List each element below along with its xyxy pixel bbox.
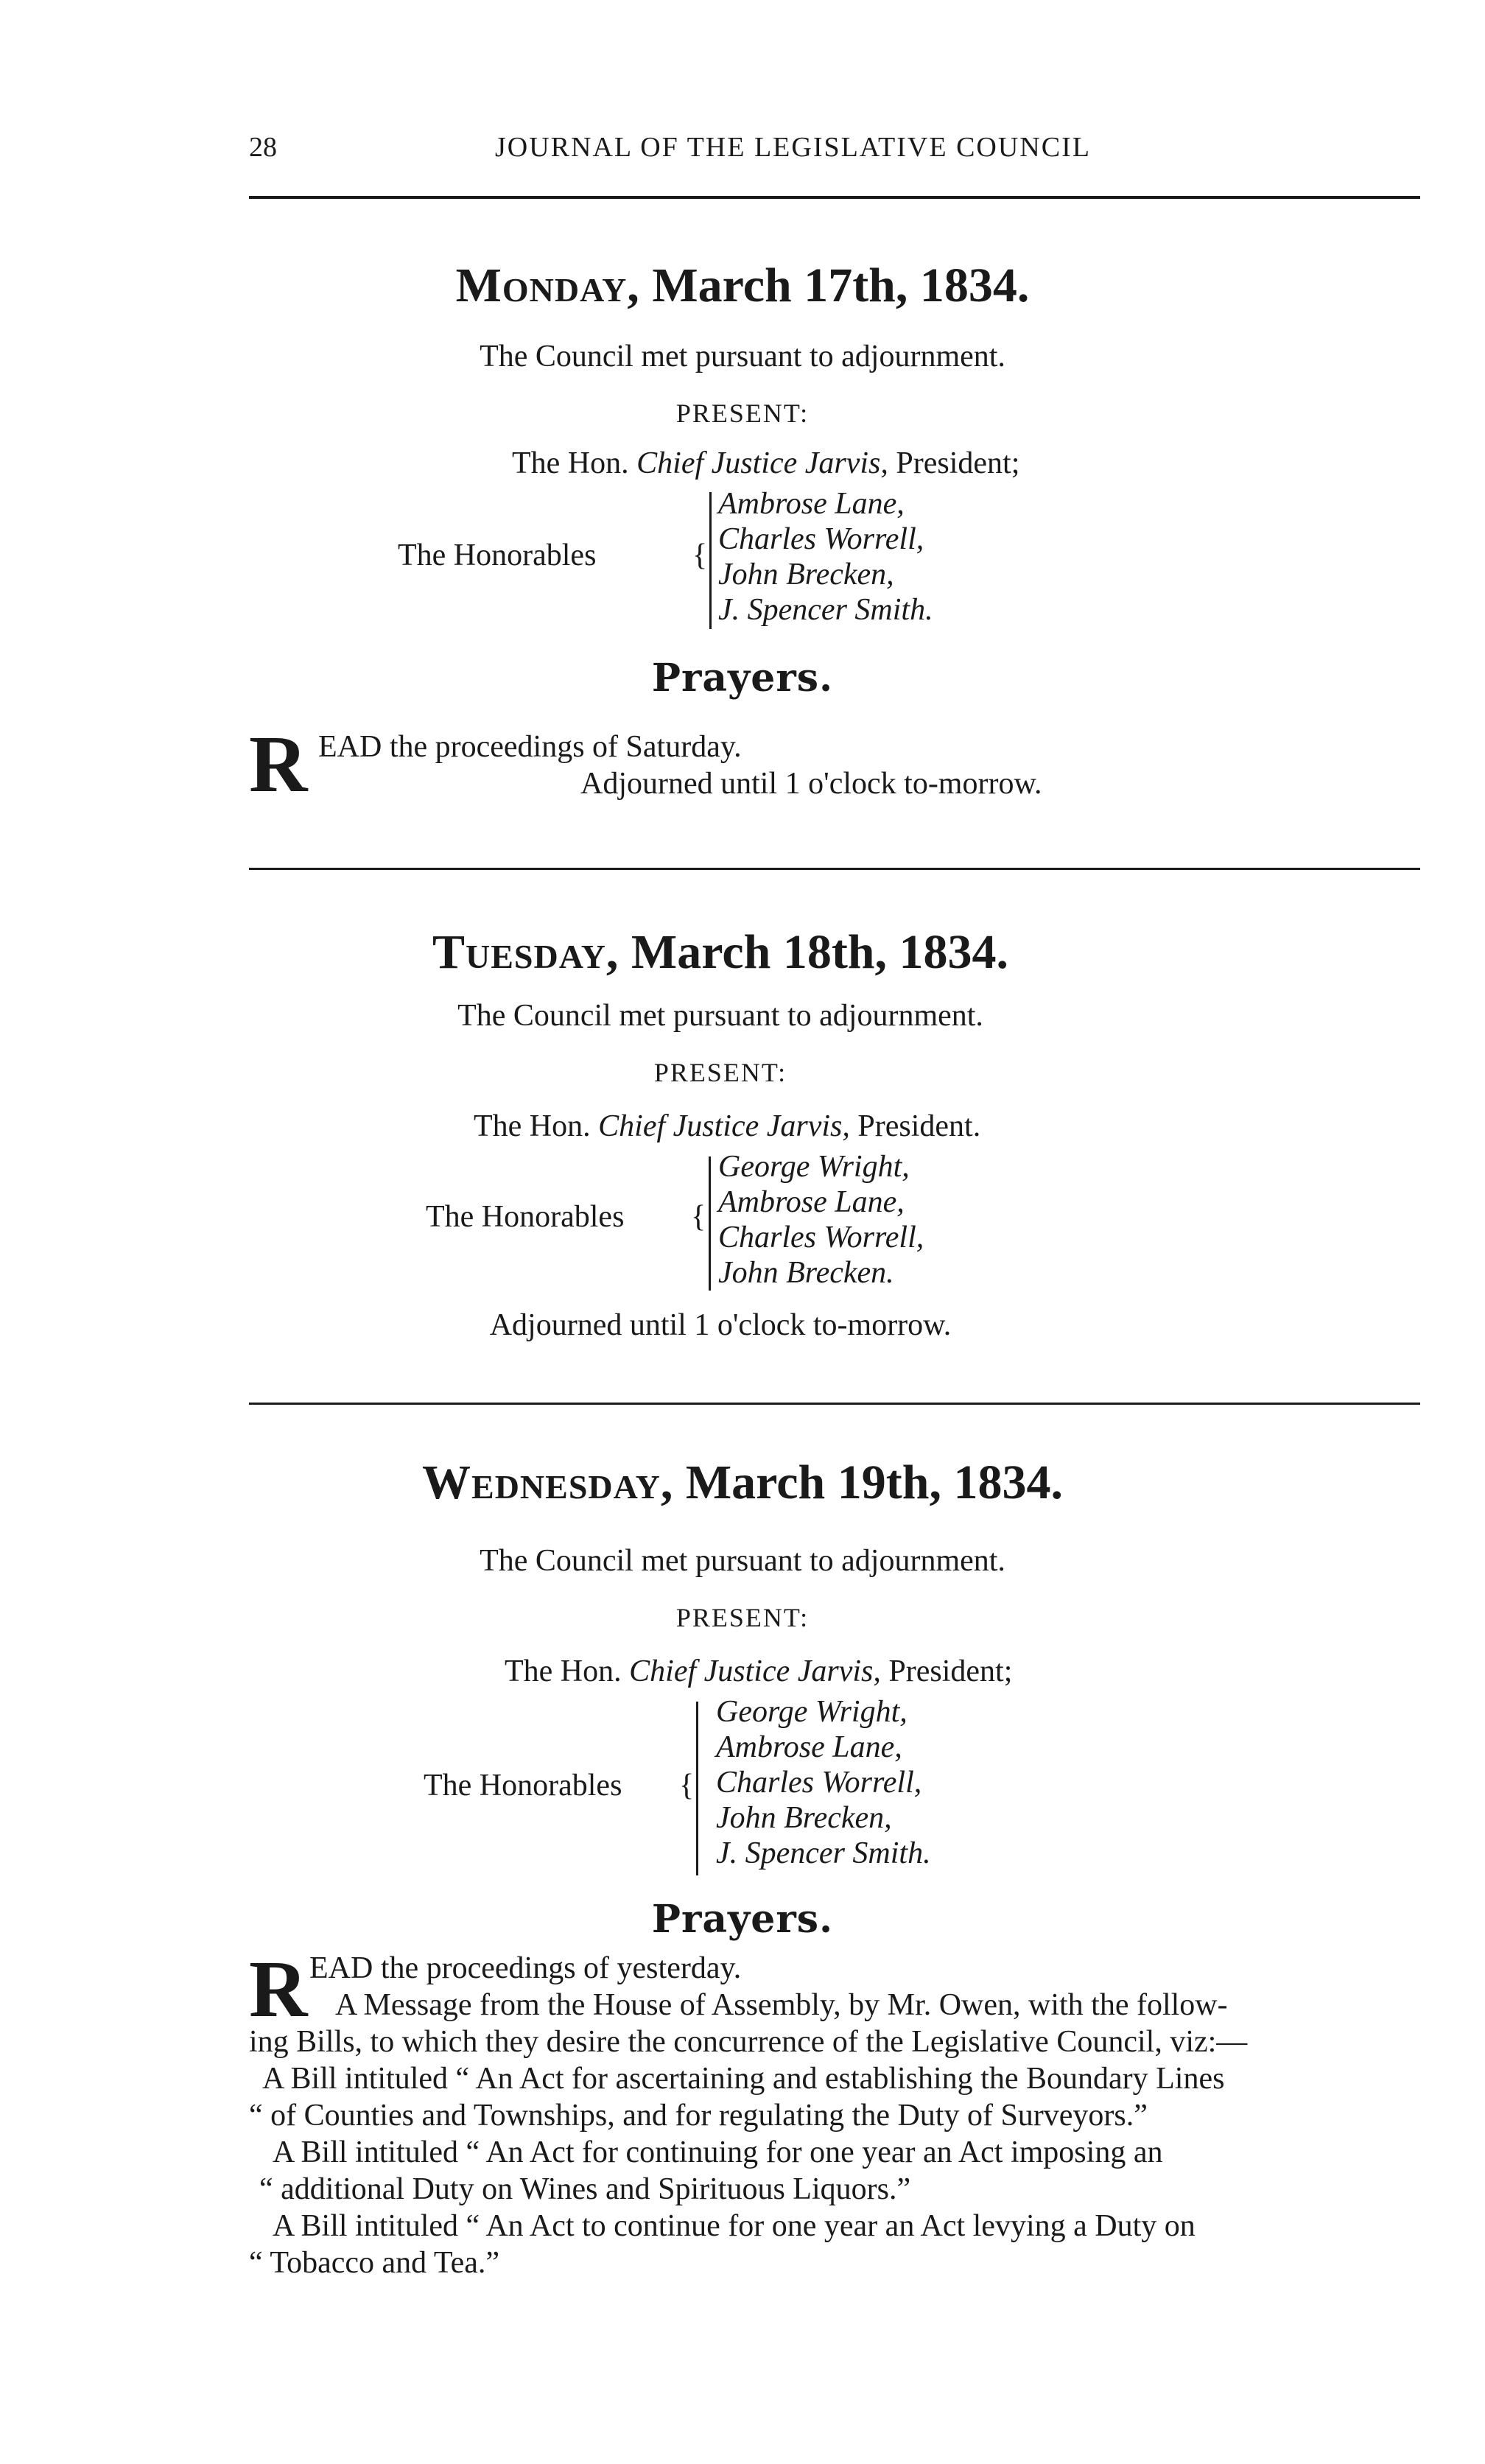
read-proceedings: EAD the proceedings of Saturday. [318,730,742,764]
section-divider [249,1403,1420,1405]
met-statement: The Council met pursuant to adjournment. [457,999,983,1033]
brace-glyph: { [679,1769,695,1803]
page-number: 28 [249,132,277,163]
president-title: President. [857,1109,981,1143]
day-name: Monday, [455,259,640,312]
body-line: A Bill intituled “ An Act for continuing for one year an Act imposing an [273,2135,1163,2169]
member-name: Ambrose Lane, [718,1185,905,1219]
president-name: Chief Justice Jarvis, [629,1654,881,1688]
president-line [512,446,1019,481]
met-statement: The Council met pursuant to adjournment. [480,340,1005,373]
president-title: President; [888,1654,1013,1688]
president-name: Chief Justice Jarvis, [636,446,888,480]
day-name: Wednesday, [422,1456,674,1509]
member-name: J. Spencer Smith. [718,593,933,627]
brace-glyph: { [691,1200,706,1234]
date-text: March 17th, 1834. [652,259,1030,312]
date-text: March 18th, 1834. [631,925,1009,979]
member-name: Charles Worrell, [716,1766,922,1800]
members-bracket [709,1156,711,1291]
present-label: PRESENT: [675,1603,810,1632]
member-name: Charles Worrell, [718,522,924,556]
member-name: J. Spencer Smith. [716,1836,931,1870]
member-name: John Brecken, [716,1801,892,1835]
body-line: ing Bills, to which they desire the concurrence of the Legislative Council, viz:— [249,2025,1248,2059]
honorables-label: The Honorables [398,538,597,572]
member-name: John Brecken, [718,558,894,592]
member-name: John Brecken. [718,1256,894,1290]
members-bracket [709,492,712,629]
honorables-label: The Honorables [426,1200,625,1234]
prayers-heading: Prayers. [651,1897,834,1942]
member-name: George Wright, [718,1150,910,1184]
president-line [505,1654,1012,1689]
section-monday-heading [0,258,1485,314]
header-rule [249,196,1420,199]
hon-prefix: The Hon. [505,1654,622,1688]
body-line: A Message from the House of Assembly, by Mr. Owen, with the follow- [335,1988,1228,2022]
met-statement: The Council met pursuant to adjournment. [480,1544,1005,1578]
section-divider [249,868,1420,870]
member-name: Charles Worrell, [718,1221,924,1254]
members-bracket [696,1702,698,1875]
present-label: PRESENT: [653,1058,787,1087]
hon-prefix: The Hon. [474,1109,591,1143]
adjourned-line: Adjourned until 1 o'clock to-morrow. [580,767,1042,801]
adjourned-line: Adjourned until 1 o'clock to-morrow. [489,1308,952,1342]
section-wednesday-heading [0,1455,1485,1511]
member-name: George Wright, [716,1695,908,1729]
day-name: Tuesday, [432,925,619,979]
body-line: “ additional Duty on Wines and Spirituous Liquors.” [259,2172,911,2206]
prayers-heading: Prayers. [651,656,834,701]
body-line: “ Tobacco and Tea.” [249,2246,500,2280]
president-name: Chief Justice Jarvis, [598,1109,850,1143]
section-tuesday-heading [0,924,1463,980]
hon-prefix: The Hon. [512,446,629,480]
running-title: JOURNAL OF THE LEGISLATIVE COUNCIL [495,132,1091,163]
brace-glyph: { [692,538,708,572]
date-text: March 19th, 1834. [685,1456,1063,1509]
member-name: Ambrose Lane, [718,487,905,521]
president-line [474,1109,980,1144]
body-line: A Bill intituled “ An Act to continue for one year an Act levying a Duty on [273,2209,1196,2243]
drop-cap: R [249,1944,308,2034]
president-title: President; [896,446,1020,480]
body-line: EAD the proceedings of yesterday. [309,1951,742,1985]
drop-cap: R [249,719,308,809]
body-line: “ of Counties and Townships, and for regulating the Duty of Surveyors.” [249,2099,1148,2133]
body-line: A Bill intituled “ An Act for ascertaining and establishing the Boundary Lines [262,2062,1225,2096]
member-name: Ambrose Lane, [716,1730,902,1764]
honorables-label: The Honorables [424,1769,622,1803]
present-label: PRESENT: [675,399,810,428]
